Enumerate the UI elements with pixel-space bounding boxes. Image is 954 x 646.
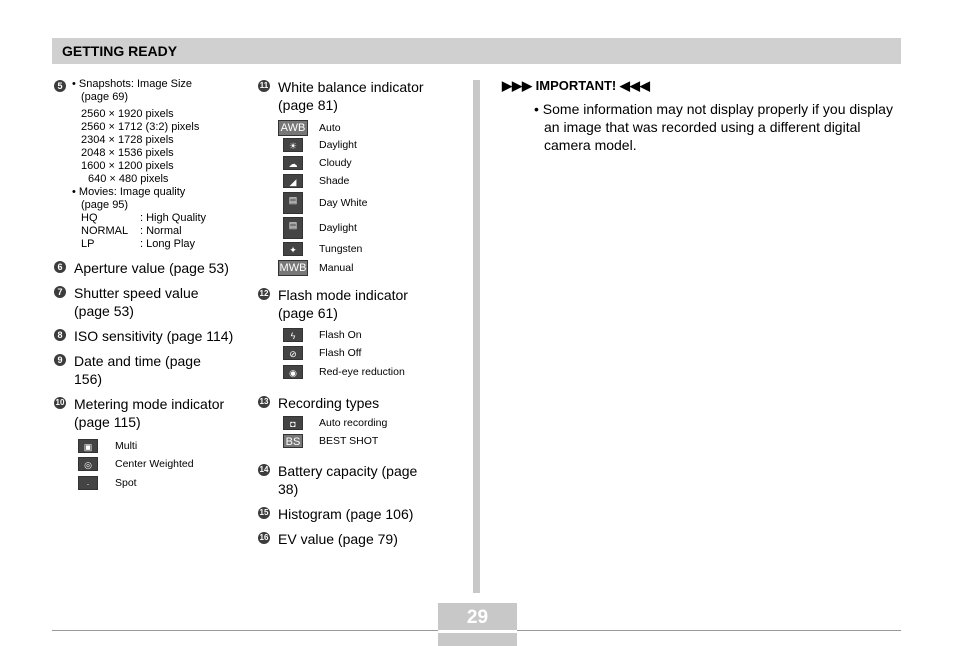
date-and-time: Date and time (page 156) xyxy=(74,353,201,387)
size-4: 2048 × 1536 pixels xyxy=(81,147,174,159)
movies-page: (page 95) xyxy=(81,199,129,211)
item-number: 10 xyxy=(55,398,65,407)
column-divider xyxy=(473,80,480,593)
quality-key: NORMAL xyxy=(81,225,129,237)
item-number: 14 xyxy=(259,465,269,474)
iso-sensitivity: ISO sensitivity (page 114) xyxy=(74,328,234,344)
cloudy-icon: ☁ xyxy=(283,156,303,170)
snapshot-page: (page 69) xyxy=(81,91,129,103)
item-number: 11 xyxy=(259,81,269,90)
section-header xyxy=(52,38,901,64)
aperture-value: Aperture value (page 53) xyxy=(74,260,229,276)
flash-mode-indicator: Flash mode indicator (page 61) xyxy=(278,287,408,321)
section-title: GETTING READY xyxy=(62,43,178,59)
flash-label: Red-eye reduction xyxy=(319,366,405,378)
flash-label: Flash On xyxy=(319,329,362,341)
size-6: 640 × 480 pixels xyxy=(88,173,169,185)
daylight-fluorescent-icon: ▤ xyxy=(283,217,303,239)
page-number: 29 xyxy=(466,607,489,628)
daylight-icon: ☀ xyxy=(283,138,303,152)
metering-center-weighted-icon: ◎ xyxy=(78,457,98,471)
important-left-arrows-icon: ▶▶▶ xyxy=(502,78,532,93)
metering-label: Multi xyxy=(115,440,138,452)
ev-value: EV value (page 79) xyxy=(278,531,398,547)
wb-label: Daylight xyxy=(319,139,357,151)
snapshot-label: • Snapshots: Image Size xyxy=(72,78,193,90)
red-eye-icon: ◉ xyxy=(283,365,303,379)
flash-on-icon: ϟ xyxy=(283,328,303,342)
shade-icon: ◢ xyxy=(283,174,303,188)
metering-label: Center Weighted xyxy=(115,458,194,470)
item-number: 12 xyxy=(259,289,269,298)
day-white-icon: ▤ xyxy=(283,192,303,214)
quality-key: HQ xyxy=(81,212,98,224)
size-5: 1600 × 1200 pixels xyxy=(81,160,174,172)
flash-label: Flash Off xyxy=(319,347,362,359)
movies-label: • Movies: Image quality xyxy=(72,186,186,198)
important-body: • Some information may not display properly if you display an image that was recorded using a different digital camera model. xyxy=(534,101,893,153)
quality-value: : Long Play xyxy=(140,238,196,250)
wb-label: Shade xyxy=(319,175,350,187)
wb-label: Day White xyxy=(319,197,368,209)
metering-label: Spot xyxy=(115,477,137,489)
flash-off-icon: ⊘ xyxy=(283,346,303,360)
wb-label: Daylight xyxy=(319,222,357,234)
column-left xyxy=(54,78,254,495)
wb-label: Cloudy xyxy=(319,157,352,169)
wb-label: Manual xyxy=(319,262,354,274)
important-heading: IMPORTANT! xyxy=(535,78,617,93)
histogram: Histogram (page 106) xyxy=(278,506,414,522)
best-shot-icon: BS xyxy=(283,434,303,448)
item-number: 6 xyxy=(54,261,66,273)
metering-mode-indicator: Metering mode indicator (page 115) xyxy=(74,396,225,430)
metering-multi-icon: ▣ xyxy=(78,439,98,453)
column-middle xyxy=(258,78,458,548)
size-3: 2304 × 1728 pixels xyxy=(81,134,174,146)
quality-value: : High Quality xyxy=(140,212,207,224)
awb-icon: AWB xyxy=(278,120,308,136)
item-number: 13 xyxy=(259,397,269,406)
quality-value: : Normal xyxy=(140,225,182,237)
metering-spot-icon: · xyxy=(78,476,98,490)
item-number: 5 xyxy=(54,80,66,92)
item-number: 8 xyxy=(54,329,66,341)
size-1: 2560 × 1920 pixels xyxy=(81,108,174,120)
rec-label: BEST SHOT xyxy=(319,435,379,447)
shutter-speed-value: Shutter speed value (page 53) xyxy=(74,285,199,319)
item-number: 9 xyxy=(54,354,66,366)
page-number-box xyxy=(438,603,517,646)
item-number: 15 xyxy=(259,508,269,517)
tungsten-icon: ✦ xyxy=(283,242,303,256)
recording-types: Recording types xyxy=(278,395,380,411)
item-number: 16 xyxy=(259,533,269,542)
battery-capacity: Battery capacity (page 38) xyxy=(278,463,418,497)
column-right xyxy=(502,78,902,154)
size-2: 2560 × 1712 (3:2) pixels xyxy=(81,121,200,133)
wb-label: Auto xyxy=(319,122,341,134)
mwb-icon: MWB xyxy=(279,262,307,274)
quality-key: LP xyxy=(81,238,95,250)
rec-label: Auto recording xyxy=(319,417,388,429)
page-number-bar xyxy=(438,630,517,633)
wb-label: Tungsten xyxy=(319,243,363,255)
important-right-arrows-icon: ◀◀◀ xyxy=(619,78,650,93)
camera-icon: ◘ xyxy=(283,416,303,430)
white-balance-indicator: White balance indicator (page 81) xyxy=(278,79,424,113)
item-number: 7 xyxy=(54,286,66,298)
